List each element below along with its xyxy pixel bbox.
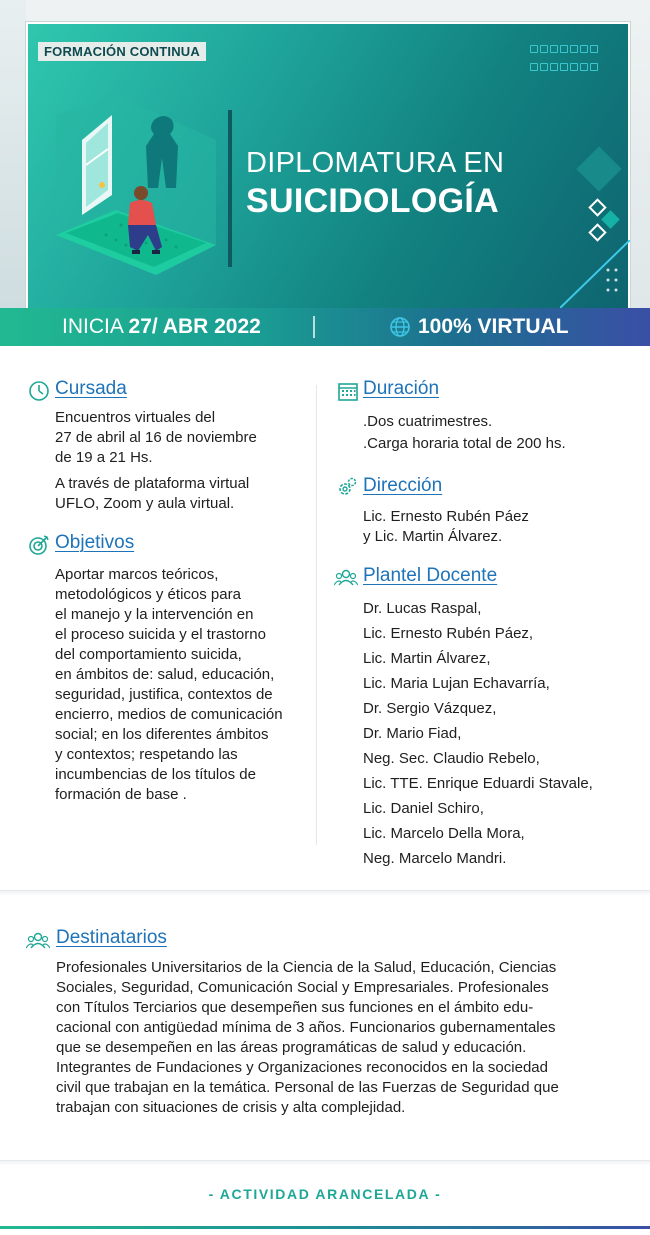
start-date: [62, 315, 261, 339]
globe-icon: [389, 316, 411, 338]
start-label: INICIA: [62, 315, 123, 338]
decorative-grid: [530, 42, 610, 64]
footer-line: [0, 1226, 650, 1229]
list-item: Dr. Mario Fiad,: [363, 725, 462, 742]
gears-icon: [336, 476, 358, 498]
modality-label: 100% VIRTUAL: [418, 315, 569, 338]
start-band: [0, 308, 650, 346]
room-illustration: [46, 85, 226, 285]
decorative-lines: [560, 240, 630, 308]
list-item: Lic. Martin Álvarez,: [363, 650, 491, 667]
duracion-text: .Dos cuatrimestres. .Carga horaria total de 200 hs.: [363, 413, 566, 452]
cursada-platform: A través de plataforma virtual UFLO, Zoom y aula virtual.: [55, 475, 250, 512]
list-item: Neg. Sec. Claudio Rebelo,: [363, 750, 540, 767]
objetivos-text: Aportar marcos teóricos, metodológicos y éticos para el manejo y la intervención en el proceso suicida y el trastorno del comportamiento suicida, en ámbitos de: salud, educación, seguridad, justifica, contextos de encierro, medios de comunicación social; en los diferentes ámbitos y contextos; respetando las incumbencias de los títulos de formación de base .: [55, 566, 283, 803]
clock-icon: [28, 380, 50, 402]
hero-banner: [0, 0, 650, 308]
program-title-line1: DIPLOMATURA EN: [246, 147, 505, 179]
people-icon: [334, 566, 358, 588]
title-divider: [228, 110, 232, 267]
section-heading-objetivos: Objetivos: [55, 532, 135, 553]
category-badge: FORMACIÓN CONTINUA: [38, 42, 206, 61]
footer-note: - ACTIVIDAD ARANCELADA -: [208, 1186, 442, 1202]
plantel-list: [363, 596, 593, 871]
target-icon: [28, 534, 50, 556]
list-item: Lic. Daniel Schiro,: [363, 800, 484, 817]
direccion-text: Lic. Ernesto Rubén Páez y Lic. Martin Álvarez.: [363, 508, 529, 545]
hero-background: [0, 0, 26, 308]
section-heading-cursada: Cursada: [55, 378, 127, 399]
section-heading-direccion: Dirección: [363, 475, 443, 496]
section-divider: [0, 890, 650, 896]
section-heading-duracion: Duración: [363, 378, 440, 399]
program-title-line2: SUICIDOLOGÍA: [246, 182, 499, 220]
section-divider: [0, 1160, 650, 1166]
people-icon: [26, 929, 50, 951]
start-date-value: 27/ ABR 2022: [128, 315, 261, 338]
list-item: Lic. TTE. Enrique Eduardi Stavale,: [363, 775, 593, 792]
list-item: Lic. Ernesto Rubén Páez,: [363, 625, 534, 642]
list-item: Lic. Marcelo Della Mora,: [363, 825, 525, 842]
band-separator: [313, 316, 315, 338]
list-item: Lic. Maria Lujan Echavarría,: [363, 675, 550, 692]
section-heading-destinatarios: Destinatarios: [56, 927, 167, 948]
list-item: Dr. Sergio Vázquez,: [363, 700, 497, 717]
cursada-schedule: Encuentros virtuales del 27 de abril al 16 de noviembre de 19 a 21 Hs.: [55, 409, 257, 466]
destinatarios-text: Profesionales Universitarios de la Ciencia de la Salud, Educación, Ciencias Sociales, Seguridad, Comunicación Social y Empresariales. Profesionales con Títulos Terciarios que desempeñen sus funciones en el ámbito edu- cacional con antigüedad mínima de 3 años. Funcionarios gubernamentales que se desempeñen en las áreas programáticas de salud y educación. Integrantes de Fundaciones y Organizaciones reconocidos en la sociedad civil que trabajan en la temática. Personal de las Fuerzas de Seguridad que trabajan con situaciones de crisis y alta complejidad.: [56, 959, 559, 1116]
column-divider: [316, 385, 317, 845]
calendar-icon: [337, 380, 359, 402]
section-heading-plantel: Plantel Docente: [363, 565, 498, 586]
list-item: Neg. Marcelo Mandri.: [363, 850, 507, 867]
list-item: Dr. Lucas Raspal,: [363, 600, 482, 617]
